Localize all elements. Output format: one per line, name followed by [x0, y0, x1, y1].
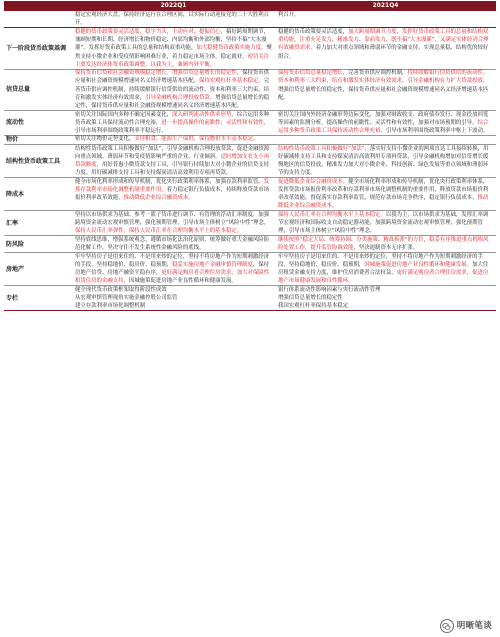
body-text: 用好普惠小微贷款支持工具，引导银行持续加大对小微企业的信贷支持力度。用好碳减排支持工具和支持煤炭清洁高效利用专项再贷款。 — [75, 162, 270, 177]
row-label: 下一阶段货币政策基调 — [6, 44, 67, 52]
cell-2021q4 — [275, 178, 496, 210]
cell-2021q4 — [275, 211, 496, 235]
highlight-text: 进一步提高操作的前瞻性，灵活性和有效性， — [161, 119, 270, 126]
highlight-text: 保持货币信贷总量稳定增长， — [278, 70, 349, 77]
highlight-text: 适时增加支农支小再贷款额度， — [75, 154, 270, 169]
highlight-text: 保持人民币汇率在合理均衡水平上基本稳定。 — [278, 212, 386, 219]
highlight-text: 保持宏观杠杆率基本稳定。 — [199, 78, 264, 85]
body-text: 结构性货币政策工具积极做好“加法”，引导金融机构合理投放贷款，促进金融资源向重点领域、薄弱环节和受疫情影响严重的企业、行业倾斜。 — [75, 146, 270, 161]
body-text: 以我为主，以市场供求为基础，发挥汇率调节宏观经济和国际收支自动稳定器功能，加强跨境资金流动宏观审慎管理，强化预期管理，引导市场主体树立“风险中性”理念。 — [278, 212, 489, 235]
cell-2022q1 — [72, 253, 275, 285]
body-text: 保持货币供应量和社会融资规模增速同名义经济增速基本匹配， — [75, 70, 270, 85]
intro-2022q1: 稳定宏观经济大盘，保持经济运行在合理区间，以实际行动迎接党的二十大胜利召开。 — [75, 12, 270, 27]
cell-2022q1 — [72, 28, 275, 69]
body-text: 聚焦支持小微企业和受疫情影响困难行业，着力稳定市场主体，稳定就业。 — [75, 45, 272, 60]
cell-2021q4 — [275, 135, 496, 144]
body-text: 健全市场化利率形成和传导机制，优化央行政策利率体系，加强存款利率监管， — [75, 179, 264, 186]
comparison-table — [4, 11, 496, 311]
highlight-text: 持续缓解银行信贷供给的流动性、资本和利率三大约束，培育和激发实体经济有效需求， — [278, 70, 489, 85]
body-text: 完善货币供应调控机制，持续缓解银行信贷供给的流动性、资本和利率三大约束，培育和激发实体经济有效需求， — [75, 78, 270, 101]
row-label: 防风险 — [6, 240, 25, 248]
body-text: 健全现代货币政策框架取得阶段性成效 — [75, 286, 167, 293]
cell-2022q1 — [72, 211, 275, 235]
watermark — [440, 619, 492, 633]
watermark-text: 明晰笔谈 — [456, 620, 492, 631]
highlight-text: 因城施策促进房地产业良性循环和健康发展。 — [364, 261, 473, 268]
highlight-text: 结构性货币政策工具积极做好“加法”， — [278, 146, 370, 153]
body-text: 着力稳定银行负债成本，持续释放贷款市场报价利率改革效能， — [75, 187, 270, 202]
body-text: 引导市场利率围绕政策利率平稳运行。 — [75, 127, 167, 134]
body-text: 我国宏观杠杆率保持基本稳定 — [278, 303, 349, 310]
body-text: 建立存款利率市场化调整机制 — [75, 303, 146, 310]
body-text: 密切关注物价走势变化， — [75, 136, 135, 143]
highlight-text: 继续按照“稳定大局、统筹协调、分类施策、精准拆弹”的方针， — [278, 237, 430, 243]
cell-2021q4 — [275, 28, 496, 69]
cell-2022q1 — [72, 178, 275, 210]
body-text: 引导市场利率围绕政策利率中枢上下波动。 — [385, 127, 489, 134]
highlight-text: 促进降低企业综合融资成本。 — [278, 179, 349, 186]
highlight-text: 综合运用多种货币政策工具保持流动性合理充裕， — [278, 119, 489, 134]
highlight-text: 推动降低企业综合融资成本。 — [123, 195, 194, 202]
body-text: 牢牢坚持房子是用来住的、不是用来炒的定位，坚持不将房地产作为短期刺激经济的手段，坚持稳地价、稳房价、稳预期， — [75, 253, 270, 268]
highlight-text: 支持粮食、能源生产保供，保持物价水平基本稳定。 — [134, 136, 259, 143]
body-text: 坚持底线思维，增强系统观念，遵循市场化法治化原则，统筹做好重大金融风险防范化解工作，坚决守住不发生系统性金融风险的底线。 — [75, 237, 270, 252]
row-label: 结构性货币政策工具 — [6, 157, 61, 165]
cell-2022q1 — [72, 111, 275, 135]
row-label: 房地产 — [6, 265, 25, 273]
body-text: 增强信贷总量增长的稳定性 — [278, 294, 343, 301]
wechat-icon — [440, 619, 454, 633]
body-text: 坚决遏制资本无序扩张。 — [358, 245, 419, 252]
highlight-text: 更好满足购房者合理住房需求， — [396, 270, 473, 277]
header-col-1 — [4, 1, 72, 11]
highlight-text: 稳妥有序推进重点机构风险处置工作，提升监管协调效能， — [278, 237, 489, 252]
highlight-text: 促进房地产市场健康发展和良性循环。 — [278, 270, 489, 285]
cell-2021q4 — [275, 69, 496, 110]
cell-2021q4 — [275, 236, 496, 252]
cell-2022q1 — [72, 69, 275, 110]
body-text: 坚持以市场供求为基础、参考一篮子货币进行调节、有管理的浮动汇率制度，加强跨境资金流动宏观审慎管理，强化预期管理，引导市场主体树立“风险中性”理念， — [75, 212, 270, 227]
highlight-text: 稳妥实施房地产金融审慎管理制度， — [172, 261, 259, 268]
cell-2021q4 — [275, 253, 496, 285]
row-label: 专栏 — [6, 294, 19, 302]
cell-2021q4 — [275, 286, 496, 310]
cell-2022q1 — [72, 236, 275, 252]
cell-2022q1 — [72, 145, 275, 177]
row-label: 流动性 — [6, 119, 25, 127]
body-text: 保持房地产信贷、房地产融资平稳有序， — [75, 261, 270, 277]
highlight-text: 推动降低企业综合融资成本。 — [278, 195, 489, 210]
body-text: 健全市场化利率形成和传导机制，优化央行政策利率体系，发挥贷款市场报价利率改革和存款利率市场化调整机制的重要作用，释放贷款市场报价利率改革效能，督促落实存款利率监管，规范存款市场竞争秩序，稳定银行负债成本， — [278, 179, 489, 202]
cell-2021q4 — [275, 111, 496, 135]
body-text: 完善货币供应调控机制， — [348, 70, 408, 77]
highlight-text: 密切关注主要发达经济体货币政策调整，以我为主，兼顾内外平衡。 — [75, 53, 270, 68]
body-text: 落实好支持小微企业的两项直达工具接续转换，用好碳减排支持工具和支持煤炭清洁高效利用专项再贷款，引导金融机构增加对信贷增长缓慢地区的信贷投放，精准发力加大对小微企业、科技创新、绿色发展等重点领域和薄弱环节的支持力度。 — [278, 146, 489, 177]
highlight-text: 保持人民币汇率弹性，保持人民币汇率在合理均衡水平上的基本稳定。 — [75, 228, 243, 235]
body-text: 密切关注国际国内多种不确定因素变化， — [75, 111, 173, 118]
highlight-text: 加大稳健货币政策实施力度， — [196, 45, 267, 52]
row-label: 降成本 — [6, 190, 25, 198]
body-text: 因城施策促进房地产业良性循环和健康发展。 — [128, 278, 237, 285]
highlight-text: 深入研判流动性供求形势， — [172, 111, 237, 118]
body-text: 稳健的货币政策要灵活适度， — [278, 29, 349, 36]
cell-2021q4 — [275, 145, 496, 177]
highlight-text: 引导金融机构合理投放贷款。 — [145, 94, 216, 101]
highlight-text: 注重充足发力、精准发力、靠前发力，既不搞“大水漫灌”，又满足实体经济合理有效融资需求， — [278, 37, 489, 52]
header-col-2022q1: 2022Q1 — [72, 1, 275, 11]
row-label-intro — [4, 11, 72, 27]
highlight-text: 稳健的货币政策要灵活适度，稳字当头，主动应对，提振信心， — [75, 29, 226, 36]
body-text: 银行体系流动性影响因素与央行流动性管理 — [278, 286, 381, 293]
row-label: 物价 — [6, 136, 19, 144]
cell-2022q1 — [72, 135, 275, 144]
row-label: 信贷总量 — [6, 86, 31, 94]
body-text: 搞好跨周期调节，兼顾短期和长期、经济增长和物价稳定、内部均衡和外部均衡，坚持不搞“大水漫灌”，发挥好货币政策工具的总量和结构双重功能， — [75, 29, 270, 52]
body-text: 增强信贷总量增长的稳定性，保持货币供应量和社会融资规模增速同名义经济增速基本匹配。 — [278, 86, 489, 101]
body-text: 着力加大对重点领域和薄弱环节的金融支持，实现总量稳、结构优的较好组合。 — [278, 45, 489, 60]
body-text: 牢牢坚持房子是用来住的、不是用来炒的定位，坚持不将房地产作为短期刺激经济的手段，坚持稳地价、稳房价、稳预期， — [278, 253, 483, 268]
highlight-text: 更好满足购房者合理住房需求，加大对保障性租赁住房的金融支持， — [75, 270, 270, 285]
highlight-text: 发挥存款利率市场化调整机制重要作用， — [75, 179, 270, 194]
row-label: 汇率 — [6, 219, 19, 227]
body-text: 综合运用多种货币政策工具保持流动性合理充裕， — [75, 111, 270, 126]
body-text: 密切关注国内外经济金融形势边际变化，加强对财政收支、政府债券发行、现金投放回笼等因素的监测分析，提高操作的前瞻性、灵活性和有效性，加强对市场预期的引导， — [278, 111, 489, 126]
highlight-text: 引导金融机构有力扩大贷款投放， — [407, 78, 489, 85]
row-divider — [4, 310, 496, 311]
table-header — [4, 1, 496, 11]
cell-2022q1 — [72, 286, 275, 310]
body-text: 从宏观审慎管理视角实施金融控股公司监管 — [75, 294, 178, 301]
body-text: 增强信贷总量增长的稳定性，保持货币供应量和社会融资规模增速同名义经济增速基本匹配。 — [75, 94, 270, 109]
intro-2021q4: 利召开。 — [278, 12, 300, 18]
highlight-text: 保持货币信贷和社会融资规模稳定增长。增强信贷总量增长的稳定性， — [75, 70, 243, 77]
header-col-2021q4: 2021Q4 — [275, 1, 496, 11]
highlight-text: 加大跨周期调节力度，发挥好货币政策工具的总量和结构双重功能， — [278, 29, 489, 44]
body-text: 加大住房租赁金融支持力度，维护住房消费者合法权益， — [278, 261, 489, 277]
